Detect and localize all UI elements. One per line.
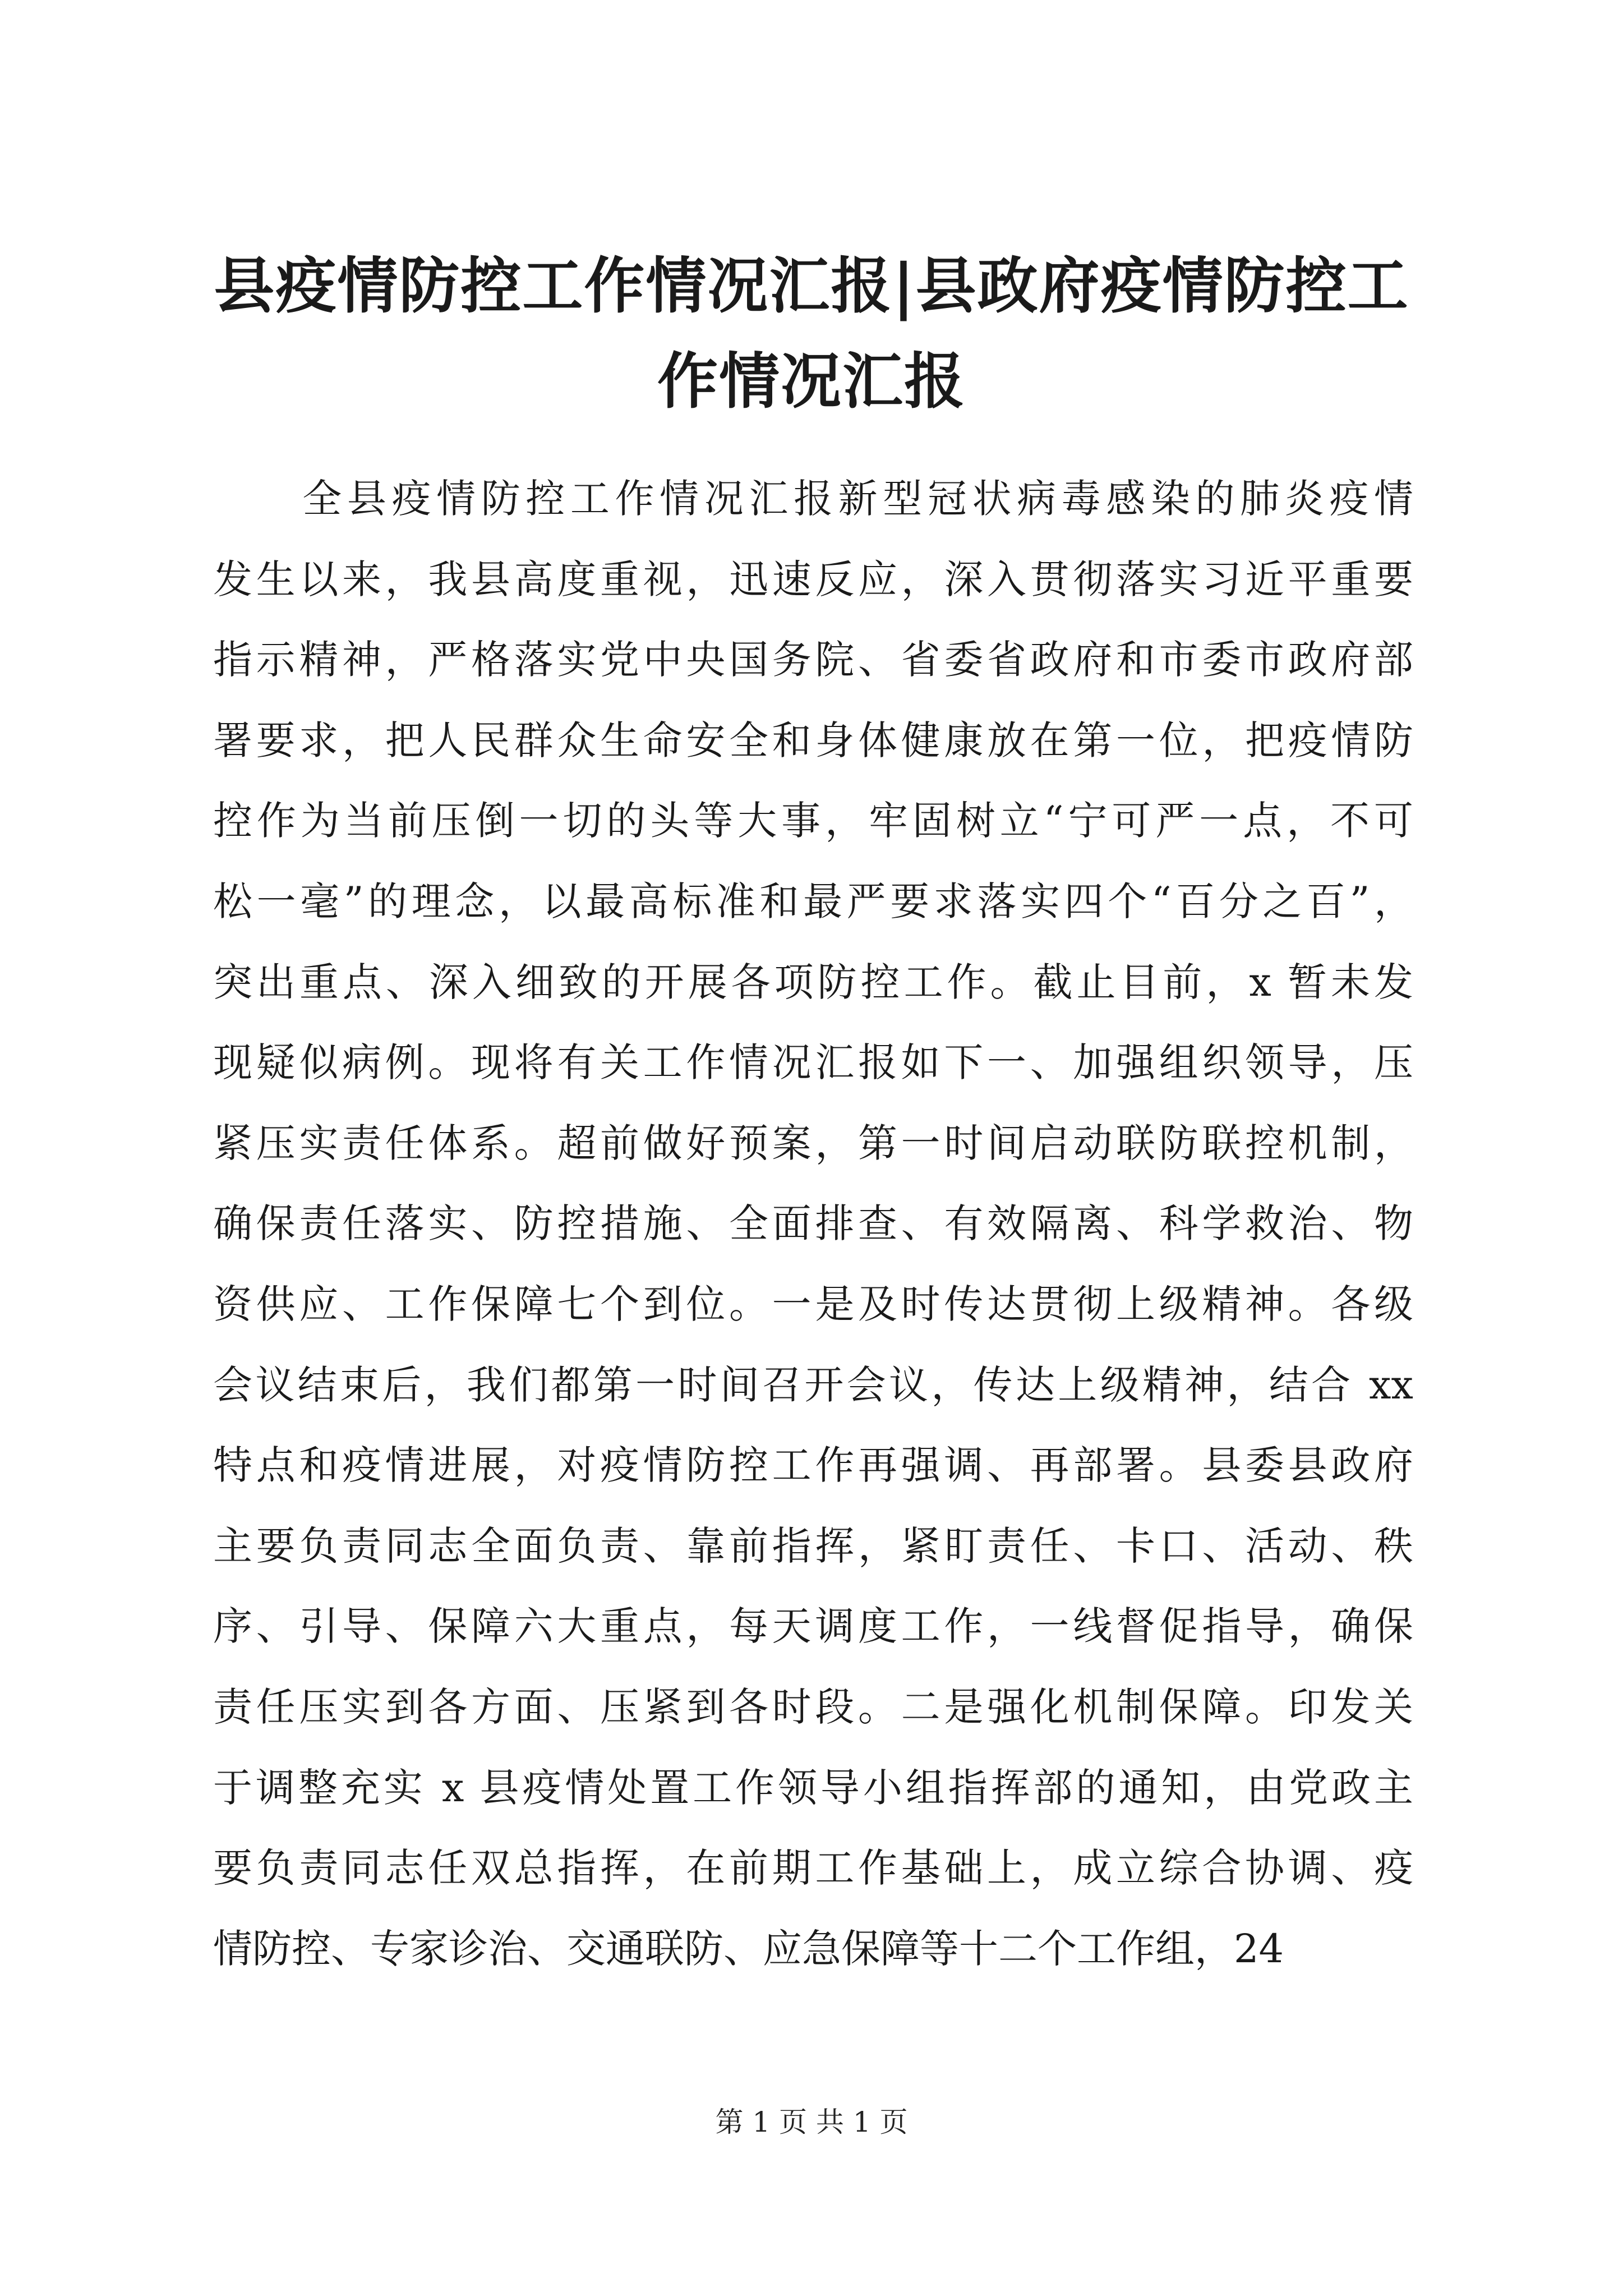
body-line: 署要求，把人民群众生命安全和身体健康放在第一位，把疫情防 [213, 717, 1413, 763]
body-line: 会议结束后，我们都第一时间召开会议，传达上级精神，结合 xx [213, 1361, 1413, 1408]
body-line: 现疑似病例。现将有关工作情况汇报如下一、加强组织领导，压 [213, 1039, 1413, 1086]
body-line: 特点和疫情进展，对疫情防控工作再强调、再部署。县委县政府 [213, 1442, 1413, 1489]
title-line: 作情况汇报 [657, 346, 966, 417]
body-line: 主要负责同志全面负责、靠前指挥，紧盯责任、卡口、活动、秩 [213, 1522, 1413, 1569]
body-line: 指示精神，严格落实党中央国务院、省委省政府和市委市政府部 [213, 637, 1413, 683]
document-title [213, 238, 1410, 429]
title-line: 县疫情防控工作情况汇报|县政府疫情防控工 [214, 251, 1409, 321]
body-line: 资供应、工作保障七个到位。一是及时传达贯彻上级精神。各级 [213, 1281, 1413, 1327]
body-line: 全县疫情防控工作情况汇报新型冠状病毒感染的肺炎疫情 [213, 476, 1413, 522]
body-line: 紧压实责任体系。超前做好预案，第一时间启动联防联控机制， [213, 1120, 1413, 1166]
document-body [213, 459, 1413, 1989]
body-line: 发生以来，我县高度重视，迅速反应，深入贯彻落实习近平重要 [213, 556, 1413, 602]
page-footer: 第 1 页 共 1 页 [715, 2106, 908, 2138]
body-line: 于调整充实 x 县疫情处置工作领导小组指挥部的通知，由党政主 [213, 1764, 1413, 1811]
body-line: 要负责同志任双总指挥，在前期工作基础上，成立综合协调、疫 [213, 1845, 1413, 1892]
body-line: 松一毫”的理念，以最高标准和最严要求落实四个“百分之百”， [213, 878, 1413, 924]
body-line: 控作为当前压倒一切的头等大事，牢固树立“宁可严一点，不可 [213, 798, 1413, 844]
body-line: 责任压实到各方面、压紧到各时段。二是强化机制保障。印发关 [213, 1683, 1413, 1730]
body-line: 突出重点、深入细致的开展各项防控工作。截止目前，x 暂未发 [213, 959, 1413, 1005]
body-line: 序、引导、保障六大重点，每天调度工作，一线督促指导，确保 [213, 1603, 1413, 1650]
body-line: 确保责任落实、防控措施、全面排查、有效隔离、科学救治、物 [213, 1200, 1413, 1247]
body-line: 情防控、专家诊治、交通联防、应急保障等十二个工作组，24 [213, 1925, 1284, 1972]
